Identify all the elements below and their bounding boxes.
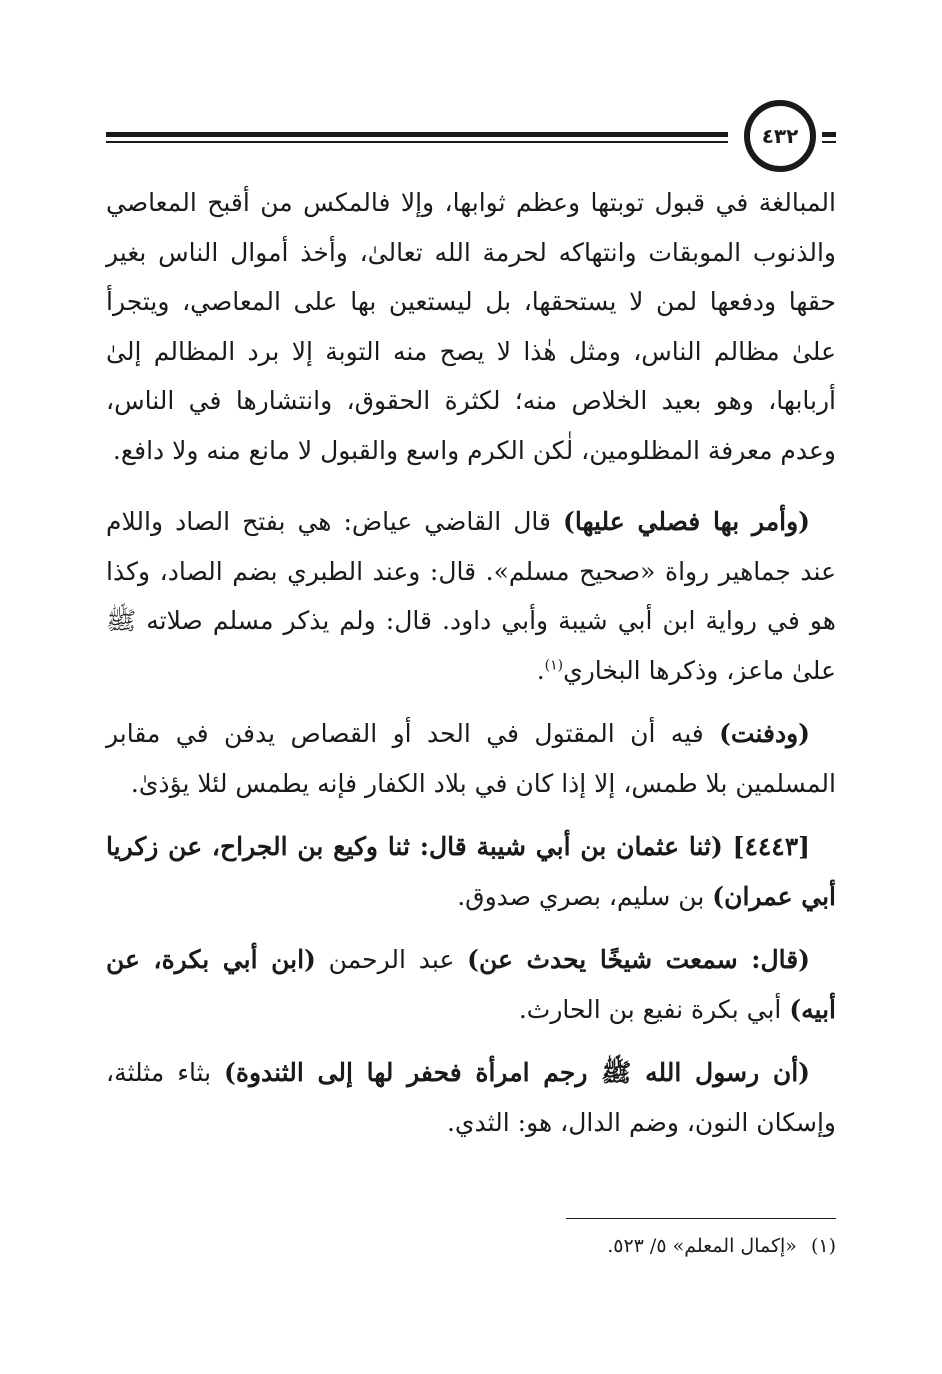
page-number-badge bbox=[744, 100, 816, 172]
footnote-rule bbox=[566, 1218, 836, 1219]
footnote-text: «إكمال المعلم» ٥/ ٥٢٣. bbox=[607, 1235, 797, 1257]
text-segment: فيه أن المقتول في الحد أو القصاص يدفن في مقابر المسلمين بلا طمس، إلا إذا كان في بلاد الكفار فإنه يطمس لئلا يؤذىٰ. bbox=[106, 719, 836, 798]
paragraph-p1 bbox=[106, 178, 836, 475]
header-rule-stub bbox=[822, 132, 836, 137]
text-segment: بثاء مثلثة، وإسكان النون، وضم الدال، هو: الثدي. bbox=[106, 1058, 836, 1137]
text-tail: . bbox=[536, 655, 545, 685]
bold-segment: (ابن أبي بكرة، عن أبيه) bbox=[106, 945, 836, 1024]
page-header bbox=[106, 96, 836, 186]
page-number: ٤٣٢ bbox=[761, 124, 799, 148]
paragraph-p4 bbox=[106, 822, 836, 921]
main-text bbox=[106, 178, 836, 1161]
paragraph-p6 bbox=[106, 1048, 836, 1147]
bold-segment: (ودفنت) bbox=[719, 719, 810, 748]
bold-segment: [٤٤٤٣] (ثنا عثمان بن أبي شيبة قال: ثنا وكيع بن الجراح، عن زكريا أبي عمران) bbox=[106, 832, 836, 911]
footnote-number: (١) bbox=[810, 1235, 836, 1257]
bold-segment: (قال: سمعت شيخًا يحدث عن) bbox=[467, 945, 810, 974]
header-rule-thin bbox=[106, 141, 728, 143]
paragraph-p3 bbox=[106, 709, 836, 808]
header-rule-stub-thin bbox=[822, 141, 836, 143]
bold-segment: (وأمر بها فصلي عليها) bbox=[563, 507, 810, 536]
text-segment: قال القاضي عياض: هي بفتح الصاد واللام عند جماهير رواة «صحيح مسلم». قال: وعند الطبري بضم الصاد، وكذا هو في رواية ابن أبي شيبة وأبي داود. قال: ولم يذكر مسلم صلاته ﷺ علىٰ ماعز، وذكرها البخاري bbox=[106, 507, 836, 685]
paragraph-p2 bbox=[106, 497, 836, 695]
text-segment: المبالغة في قبول توبتها وعظم ثوابها، وإلا فالمكس من أقبح المعاصي والذنوب الموبقات وانتهاكه لحرمة الله تعالىٰ، وأخذ أموال الناس بغير حقها ودفعها لمن لا يستحقها، بل ليستعين بها على المعاصي، ويتجرأ علىٰ مظالم الناس، ومثل هٰذا لا يصح منه التوبة إلا برد المظالم إلىٰ أربابها، وهو بعيد الخلاص منه؛ لكثرة الحقوق، وانتشارها في الناس، وعدم معرفة المظلومين، لٰكن الكرم واسع والقبول لا مانع منه ولا دافع. bbox=[106, 188, 836, 465]
text-segment: بن سليم، بصري صدوق. bbox=[457, 881, 713, 911]
header-rule-thick bbox=[106, 132, 728, 137]
text-segment: عبد الرحمن bbox=[315, 945, 468, 974]
paragraph-p5 bbox=[106, 935, 836, 1034]
text-segment: أبي بكرة نفيع بن الحارث. bbox=[518, 994, 790, 1024]
bold-segment: (أن رسول الله ﷺ رجم امرأة فحفر لها إلى الثندوة) bbox=[224, 1058, 810, 1087]
footnote bbox=[106, 1226, 836, 1266]
footnote-ref: (١) bbox=[544, 657, 564, 674]
